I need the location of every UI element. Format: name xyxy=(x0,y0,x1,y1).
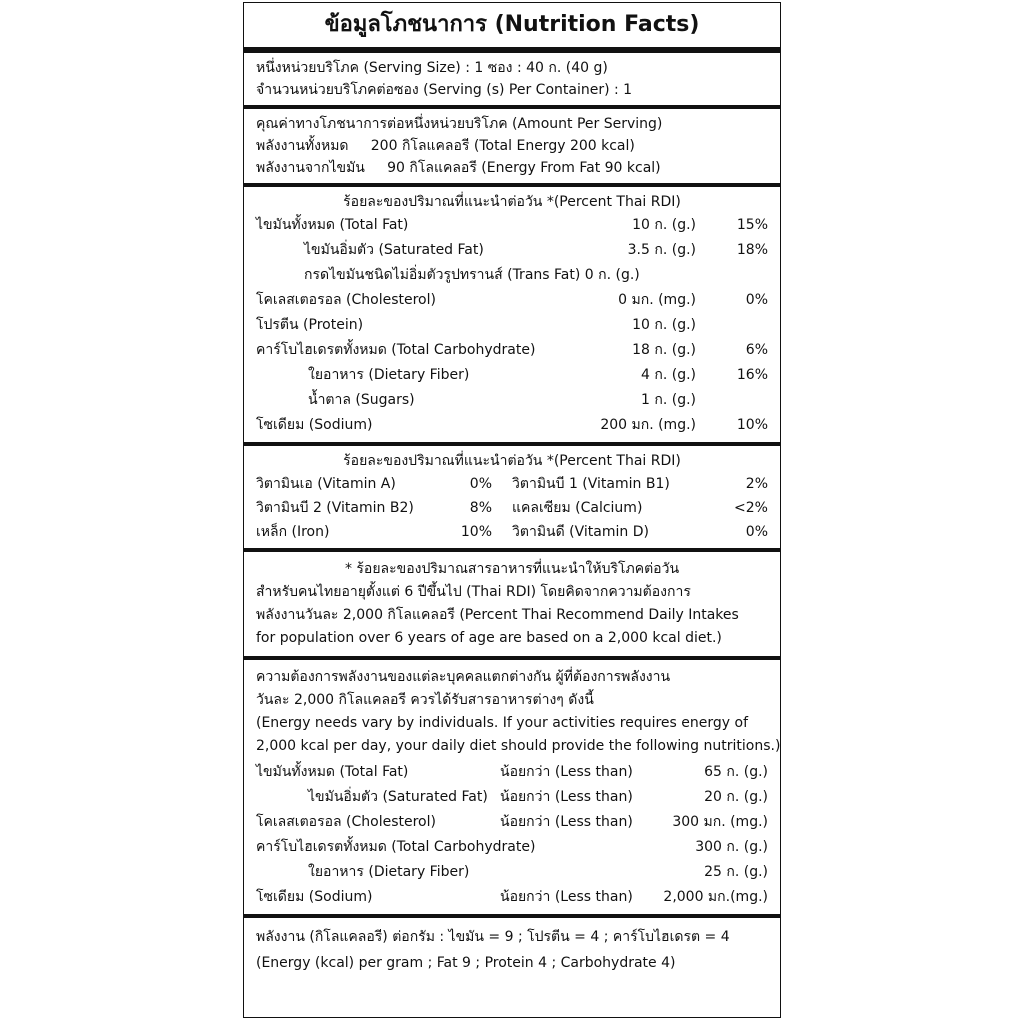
daily-value-name: คาร์โบไฮเดรตทั้งหมด (Total Carbohydrate) xyxy=(256,839,536,855)
nutrient-name: ไขมันอิ่มตัว (Saturated Fat) xyxy=(304,242,484,258)
vitamin-name: เหล็ก (Iron) xyxy=(256,524,330,540)
rdi-footnote xyxy=(256,556,768,652)
amount-per-serving-header: คุณค่าทางโภชนาการต่อหนึ่งหน่วยบริโภค (Amount Per Serving) xyxy=(256,116,663,132)
daily-value-amount: 20 ก. (g.) xyxy=(704,789,768,805)
nutrient-row xyxy=(256,238,768,263)
energy-section xyxy=(256,113,768,179)
nutrient-name: น้ำตาล (Sugars) xyxy=(308,392,415,408)
daily-value-compare: น้อยกว่า (Less than) xyxy=(500,764,633,780)
nutrient-percent: 0% xyxy=(745,292,768,308)
nutrient-percent: 10% xyxy=(736,417,768,433)
daily-value-name: ไขมันทั้งหมด (Total Fat) xyxy=(256,764,409,780)
nutrient-name: โซเดียม (Sodium) xyxy=(256,417,373,433)
energy-needs-line: 2,000 kcal per day, your daily diet should provide the following nutritions.) xyxy=(256,738,781,754)
daily-value-amount: 25 ก. (g.) xyxy=(704,864,768,880)
daily-value-amount: 300 มก. (mg.) xyxy=(672,814,768,830)
nutrient-percent xyxy=(722,263,768,288)
vitamin-rows xyxy=(256,472,768,544)
vitamin-percent: 0% xyxy=(469,476,492,492)
footnote-line: สำหรับคนไทยอายุตั้งแต่ 6 ปีขึ้นไป (Thai RDI) โดยคิดจากความต้องการ xyxy=(256,584,691,600)
vitamin-row xyxy=(256,496,768,520)
vitamin-percent: <2% xyxy=(734,500,768,516)
nutrient-row xyxy=(256,338,768,363)
vitamin-spacer xyxy=(492,520,512,544)
energy-rule xyxy=(244,183,780,187)
daily-value-compare: น้อยกว่า (Less than) xyxy=(500,814,633,830)
energy-needs-note xyxy=(256,664,781,760)
daily-value-row xyxy=(256,760,768,785)
nutrient-percent xyxy=(696,388,768,413)
vitamin-name: วิตามินบี 2 (Vitamin B2) xyxy=(256,500,414,516)
nutrient-percent: 16% xyxy=(736,367,768,383)
serving-rule xyxy=(244,105,780,109)
daily-value-compare: น้อยกว่า (Less than) xyxy=(500,889,633,905)
daily-value-name: โซเดียม (Sodium) xyxy=(256,889,373,905)
daily-value-name: ไขมันอิ่มตัว (Saturated Fat) xyxy=(308,789,488,805)
daily-value-row xyxy=(256,785,768,810)
nutrient-amount: 200 มก. (mg.) xyxy=(600,417,696,433)
footnote-rule xyxy=(244,656,780,660)
nutrient-name: คาร์โบไฮเดรตทั้งหมด (Total Carbohydrate) xyxy=(256,342,536,358)
daily-value-amount: 65 ก. (g.) xyxy=(704,764,768,780)
nutrient-amount: 4 ก. (g.) xyxy=(641,367,696,383)
servings-per-container: จำนวนหน่วยบริโภคต่อซอง (Serving (s) Per Container) : 1 xyxy=(256,82,633,98)
vitamin-row xyxy=(256,472,768,496)
vitamins-rule xyxy=(244,548,780,552)
nutrient-name: โคเลสเตอรอล (Cholesterol) xyxy=(256,292,436,308)
nutrient-row xyxy=(256,263,768,288)
vitamin-name: วิตามินบี 1 (Vitamin B1) xyxy=(512,476,670,492)
vitamin-name: วิตามินดี (Vitamin D) xyxy=(512,524,649,540)
nutrition-label xyxy=(243,2,781,1018)
nutrient-name: โปรตีน (Protein) xyxy=(256,317,364,333)
vitamin-spacer xyxy=(492,472,512,496)
daily-value-compare: น้อยกว่า (Less than) xyxy=(500,789,633,805)
vitamin-percent: 0% xyxy=(745,524,768,540)
vitamin-spacer xyxy=(492,496,512,520)
rdi-rule xyxy=(244,442,780,446)
vitamins-header: ร้อยละของปริมาณที่แนะนำต่อวัน *(Percent Thai RDI) xyxy=(343,453,681,469)
daily-value-amount: 2,000 มก.(mg.) xyxy=(663,889,768,905)
nutrient-percent xyxy=(696,313,768,338)
energy-per-gram xyxy=(256,922,768,976)
footnote-line: พลังงานวันละ 2,000 กิโลแคลอรี (Percent Thai Recommend Daily Intakes xyxy=(256,607,739,623)
nutrient-percent: 18% xyxy=(736,242,768,258)
daily-value-name: โคเลสเตอรอล (Cholesterol) xyxy=(256,814,436,830)
serving-section xyxy=(256,53,768,101)
nutrient-percent: 15% xyxy=(736,217,768,233)
daily-value-row xyxy=(256,835,768,860)
nutrient-amount xyxy=(640,263,723,288)
daily-value-rule xyxy=(244,914,780,918)
daily-value-rows xyxy=(256,760,768,910)
nutrient-amount: 10 ก. (g.) xyxy=(632,317,696,333)
nutrient-row xyxy=(256,413,768,438)
vitamins-section xyxy=(256,450,768,544)
nutrient-amount: 0 มก. (mg.) xyxy=(618,292,696,308)
rdi-section xyxy=(256,191,768,438)
daily-value-row xyxy=(256,810,768,835)
nutrient-name: ไขมันทั้งหมด (Total Fat) xyxy=(256,217,409,233)
daily-value-compare xyxy=(500,860,650,885)
energy-per-gram-line: พลังงาน (กิโลแคลอรี) ต่อกรัม : ไขมัน = 9 ; โปรตีน = 4 ; คาร์โบไฮเดรต = 4 xyxy=(256,929,730,945)
nutrient-amount: 3.5 ก. (g.) xyxy=(627,242,696,258)
nutrient-amount: 18 ก. (g.) xyxy=(632,342,696,358)
footnote-line: * ร้อยละของปริมาณสารอาหารที่แนะนำให้บริโภคต่อวัน xyxy=(344,561,680,577)
daily-value-row xyxy=(256,860,768,885)
daily-value-amount: 300 ก. (g.) xyxy=(695,839,768,855)
nutrient-row xyxy=(256,388,768,413)
daily-value-row xyxy=(256,885,768,910)
energy-needs-line: (Energy needs vary by individuals. If your activities requires energy of xyxy=(256,715,749,731)
nutrient-row xyxy=(256,363,768,388)
nutrient-rows xyxy=(256,213,768,438)
nutrient-percent: 6% xyxy=(745,342,768,358)
nutrient-row xyxy=(256,213,768,238)
energy-needs-line: วันละ 2,000 กิโลแคลอรี ควรได้รับสารอาหารต่างๆ ดังนี้ xyxy=(256,692,594,708)
rdi-header: ร้อยละของปริมาณที่แนะนำต่อวัน *(Percent Thai RDI) xyxy=(343,194,681,210)
vitamin-name: วิตามินเอ (Vitamin A) xyxy=(256,476,396,492)
nutrient-name: ใยอาหาร (Dietary Fiber) xyxy=(308,367,470,383)
nutrient-amount: 1 ก. (g.) xyxy=(641,392,696,408)
nutrient-row xyxy=(256,288,768,313)
footnote-line: for population over 6 years of age are based on a 2,000 kcal diet.) xyxy=(256,630,722,646)
daily-value-compare xyxy=(535,835,665,860)
label-title: ข้อมูลโภชนาการ (Nutrition Facts) xyxy=(324,12,700,37)
nutrient-amount: 10 ก. (g.) xyxy=(632,217,696,233)
vitamin-percent: 2% xyxy=(745,476,768,492)
daily-value-name: ใยอาหาร (Dietary Fiber) xyxy=(308,864,470,880)
vitamin-row xyxy=(256,520,768,544)
vitamin-percent: 10% xyxy=(460,524,492,540)
vitamin-name: แคลเซียม (Calcium) xyxy=(512,500,643,516)
energy-needs-line: ความต้องการพลังงานของแต่ละบุคคลแตกต่างกัน ผู้ที่ต้องการพลังงาน xyxy=(256,669,671,685)
energy-per-gram-line: (Energy (kcal) per gram ; Fat 9 ; Protein 4 ; Carbohydrate 4) xyxy=(256,955,676,971)
total-energy: พลังงานทั้งหมด 200 กิโลแคลอรี (Total Energy 200 kcal) xyxy=(256,138,635,154)
nutrient-row xyxy=(256,313,768,338)
energy-from-fat: พลังงานจากไขมัน 90 กิโลแคลอรี (Energy From Fat 90 kcal) xyxy=(256,160,661,176)
serving-size: หนึ่งหน่วยบริโภค (Serving Size) : 1 ซอง : 40 ก. (40 g) xyxy=(256,60,608,76)
nutrient-name: กรดไขมันชนิดไม่อิ่มตัวรูปทรานส์ (Trans Fat) 0 ก. (g.) xyxy=(304,267,640,283)
vitamin-percent: 8% xyxy=(469,500,492,516)
